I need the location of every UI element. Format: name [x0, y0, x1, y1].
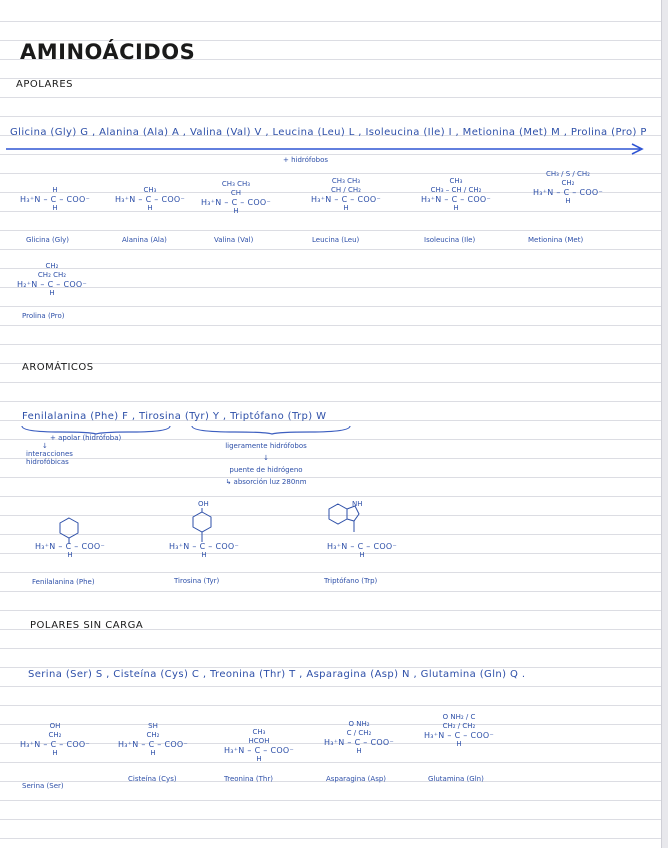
aromaticos-notes-left [26, 434, 121, 466]
note-line: interacciones [26, 450, 73, 458]
structure-main: H₃⁺N – C – COO⁻ [200, 198, 272, 207]
structure-bottom: H [52, 204, 58, 212]
structure-fenilalanina [34, 542, 106, 560]
name-valina: Valina (Val) [214, 236, 254, 244]
aromaticos-list: Fenilalanina (Phe) F , Tirosina (Tyr) Y , Triptófano (Trp) W [22, 411, 327, 422]
section-heading-polares: POLARES SIN CARGA [30, 620, 144, 631]
note-line: ↓ [263, 454, 269, 462]
structure-bottom: H [456, 740, 462, 748]
benzene-ring-icon [58, 516, 80, 544]
structure-main: H₃⁺N – C – COO⁻ [323, 738, 395, 747]
structure-main: H₃⁺N – C – COO⁻ [114, 195, 186, 204]
note-line: ligeramente hidrófobos [225, 442, 307, 450]
section-heading-apolares: APOLARES [16, 79, 73, 90]
page-title: AMINOÁCIDOS [20, 40, 196, 64]
structure-top: CH₃ / S / CH₂ [546, 170, 590, 178]
structure-leucina [308, 177, 384, 213]
note-line: + apolar (hidrófoba) [50, 434, 122, 442]
structure-isoleucina [416, 177, 496, 213]
structure-main: H₃⁺N – C – COO⁻ [326, 542, 398, 551]
structure-main: H₃⁺N – C – COO⁻ [168, 542, 240, 551]
structure-bottom: H [565, 197, 571, 205]
structure-mid: CH₂ [146, 731, 160, 739]
note-line: ↓ [42, 442, 48, 450]
structure-cisteina [116, 722, 190, 758]
structure-bottom: H [52, 749, 58, 757]
structure-mid: H [52, 186, 58, 194]
structure-top: O NH₂ / C [442, 713, 476, 721]
structure-mid: CH₂ [561, 179, 575, 187]
structure-top: CH₃ CH₃ [221, 180, 251, 188]
structure-bottom: H [67, 551, 73, 559]
tryptophan-nh-label: NH [352, 500, 363, 508]
structure-top: CH₃ [449, 177, 463, 185]
structure-top: CH₂ [45, 262, 59, 270]
hydrophobic-arrow-icon [4, 142, 652, 156]
structure-main: H₃⁺N – C – COO⁻ [423, 731, 495, 740]
name-triptofano: Triptófano (Trp) [324, 577, 378, 585]
structure-bottom: H [233, 207, 239, 215]
structure-bottom: H [356, 747, 362, 755]
structure-bottom: H [453, 204, 459, 212]
structure-mid: CH₃ [143, 186, 157, 194]
note-line: puente de hidrógeno [229, 466, 303, 474]
arrow-note: + hidrófobos [283, 156, 329, 164]
structure-main: H₂⁺N – C – COO⁻ [16, 280, 88, 289]
structure-main: H₃⁺N – C – COO⁻ [310, 195, 382, 204]
structure-bottom: H [256, 755, 262, 763]
structure-top: O NH₂ [348, 720, 370, 728]
structure-main: H₃⁺N – C – COO⁻ [20, 195, 91, 204]
structure-bottom: H [343, 204, 349, 212]
structure-treonina [222, 728, 296, 764]
structure-main: H₃⁺N – C – COO⁻ [34, 542, 106, 551]
name-prolina: Prolina (Pro) [22, 312, 65, 320]
name-glicina: Glicina (Gly) [26, 236, 70, 244]
structure-main: H₃⁺N – C – COO⁻ [223, 746, 295, 755]
structure-bottom: H [359, 551, 365, 559]
structure-top: CH₃ [252, 728, 266, 736]
structure-glicina [20, 186, 90, 213]
note-line: hidrofóbicas [26, 458, 69, 466]
structure-top: OH [49, 722, 61, 730]
name-fenilalanina: Fenilalanina (Phe) [32, 578, 95, 586]
structure-bottom: H [201, 551, 207, 559]
structure-mid: CH₃ – CH / CH₂ [430, 186, 482, 194]
structure-mid: CH₂ [48, 731, 62, 739]
structure-mid: CH₂ / CH₂ [442, 722, 476, 730]
name-leucina: Leucina (Leu) [312, 236, 360, 244]
apolares-list: Glicina (Gly) G , Alanina (Ala) A , Valina (Val) V , Leucina (Leu) L , Isoleucina (Ile) I , Metionina (Met) M , Prolina (Pro) P [10, 127, 647, 138]
structure-asparagina [320, 720, 398, 756]
aromaticos-notes-right [206, 440, 326, 488]
structure-main: H₃⁺N – C – COO⁻ [117, 740, 189, 749]
name-alanina: Alanina (Ala) [122, 236, 167, 244]
structure-mid: CH / CH₂ [331, 186, 361, 194]
name-cisteina: Cisteína (Cys) [128, 775, 177, 783]
structure-main: H₃⁺N – C – COO⁻ [19, 740, 91, 749]
structure-main: H₃⁺N – C – COO⁻ [420, 195, 492, 204]
indole-ring-icon [328, 500, 364, 544]
structure-main: H₃⁺N – C – COO⁻ [532, 188, 604, 197]
structure-bottom: H [147, 204, 153, 212]
structure-tirosina [160, 542, 248, 560]
structure-top: CH₃ CH₃ [331, 177, 361, 185]
structure-bottom: H [49, 289, 55, 297]
structure-triptofano [318, 542, 406, 560]
section-heading-aromaticos: AROMÁTICOS [22, 362, 94, 373]
structure-metionina [528, 170, 608, 206]
structure-serina [18, 722, 92, 758]
structure-bottom: H [150, 749, 156, 757]
structure-top: SH [148, 722, 158, 730]
name-asparagina: Asparagina (Asp) [326, 775, 387, 783]
name-glutamina: Glutamina (Gln) [428, 775, 484, 783]
name-tirosina: Tirosina (Tyr) [174, 577, 220, 585]
name-treonina: Treonina (Thr) [224, 775, 273, 783]
name-serina: Serina (Ser) [22, 782, 64, 790]
structure-valina [198, 180, 274, 216]
note-line: ↳ absorción luz 280nm [225, 478, 307, 486]
tyrosine-oh-label: OH [198, 500, 209, 508]
page-edge [661, 0, 668, 848]
structure-alanina [114, 186, 186, 213]
phenol-ring-icon [191, 508, 213, 544]
structure-mid: C / CH₂ [346, 729, 372, 737]
structure-mid: CH [230, 189, 242, 197]
name-metionina: Metionina (Met) [528, 236, 584, 244]
structure-glutamina [418, 713, 500, 749]
name-isoleucina: Isoleucina (Ile) [424, 236, 476, 244]
structure-prolina [14, 262, 90, 298]
polares-list: Serina (Ser) S , Cisteína (Cys) C , Treonina (Thr) T , Asparagina (Asp) N , Glutamina (Gln) Q . [28, 669, 526, 680]
structure-mid: HCOH [248, 737, 270, 745]
structure-mid: CH₂ CH₂ [37, 271, 67, 279]
